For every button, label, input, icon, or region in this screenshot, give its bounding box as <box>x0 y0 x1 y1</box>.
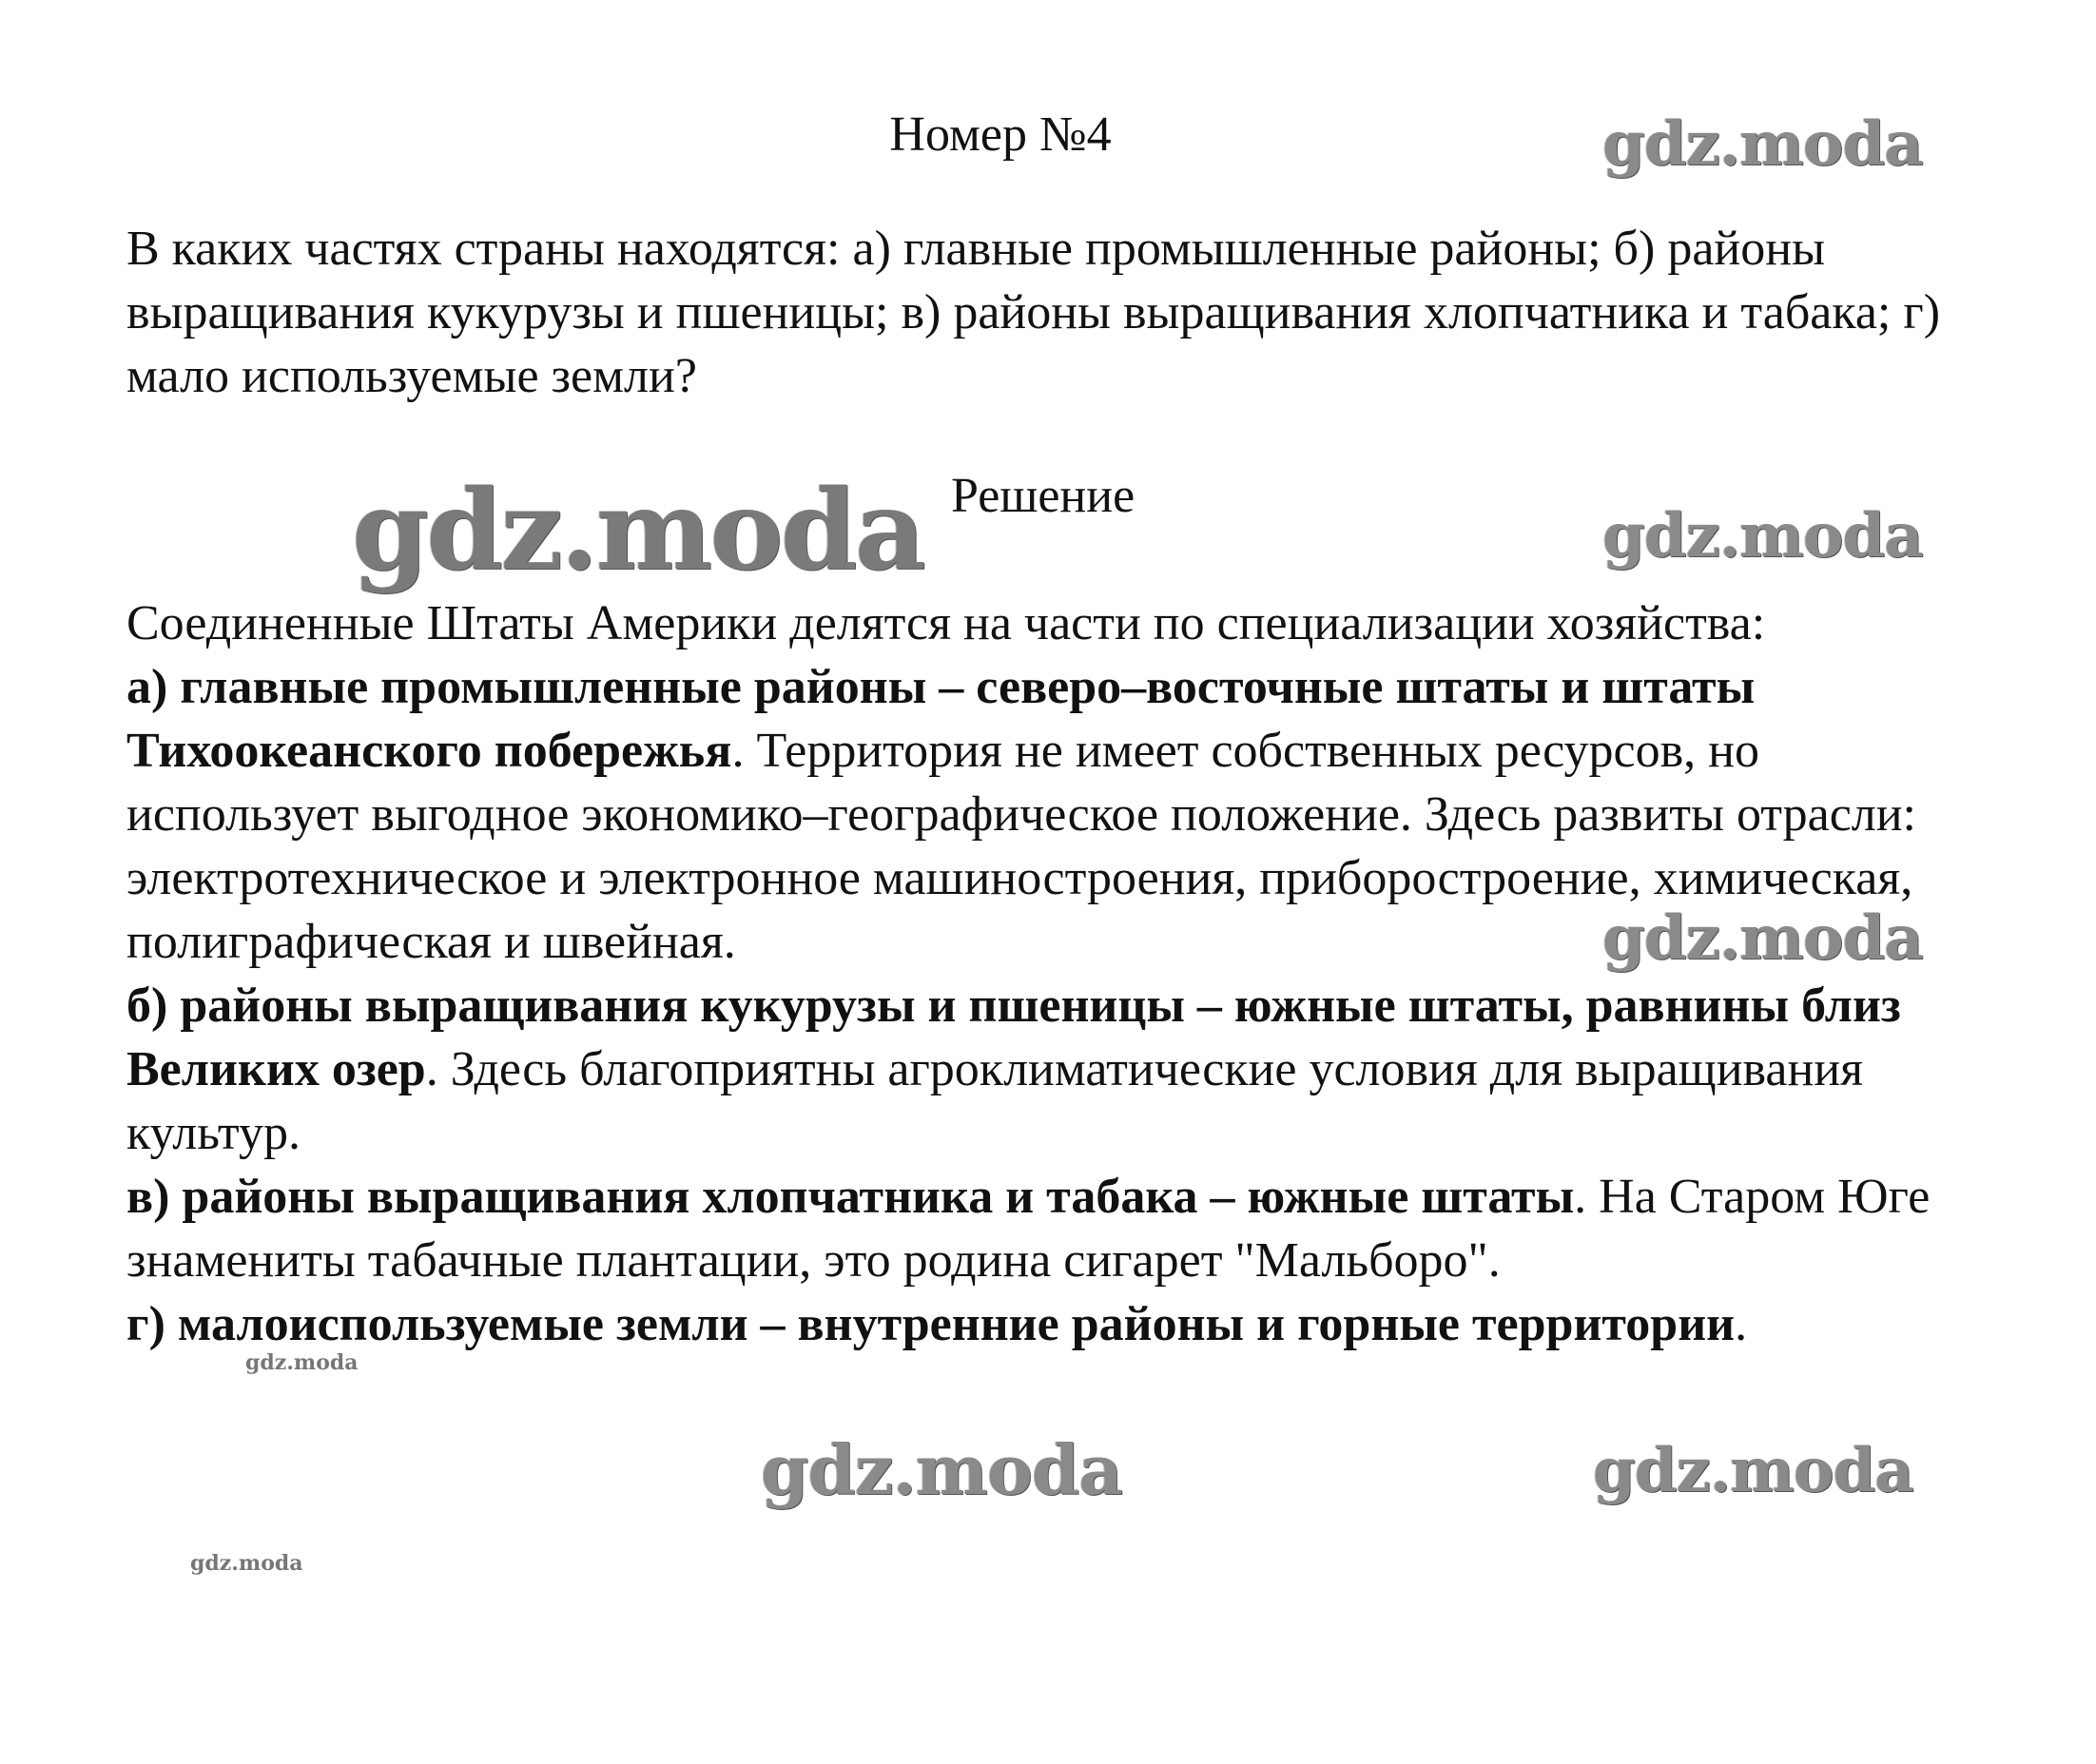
solution-heading: Решение <box>951 469 1135 523</box>
answer-item-d <box>126 1292 1981 1356</box>
watermark-logo: gdz.moda <box>1593 1435 1913 1506</box>
answer-item-b <box>126 974 1981 1165</box>
answer-intro: Соединенные Штаты Америки делятся на части по специализации хозяйства: <box>126 596 1766 650</box>
answer-item-b-text: . Здесь благоприятны агроклиматические условия для выращивания культур. <box>126 1042 1864 1160</box>
answer-item-a-bold: а) главные промышленные районы – северо‒восточные штаты и штаты Тихоокеанского побережья <box>126 660 1756 778</box>
page-title: Номер №4 <box>889 107 1112 162</box>
answer-item-c-bold: в) районы выращивания хлопчатника и табака – южные штаты <box>126 1170 1575 1224</box>
watermark-logo: gdz.moda <box>245 1350 359 1375</box>
watermark-logo: gdz.moda <box>1602 108 1923 180</box>
watermark-logo: gdz.moda <box>1602 902 1923 974</box>
question-text: В каких частях страны находятся: а) главные промышленные районы; б) районы выращивания кукурузы и пшеницы; в) районы выращивания хлопчатника и табака; г) мало используемые земли? <box>126 222 1941 403</box>
answer-item-d-text: . <box>1735 1297 1748 1351</box>
answer-item-c <box>126 1165 1981 1292</box>
answer-item-d-bold: г) малоиспользуемые земли – внутренние районы и горные территории <box>126 1297 1736 1351</box>
watermark-logo: gdz.moda <box>352 466 923 595</box>
answer-item-a-text: . Территория не имеет собственных ресурсов, но использует выгодное экономико‒географическое положение. Здесь развиты отрасли: электротехническое и электронное машиностроения, приборостроение, химическая, полиграфическая и швейная. <box>126 724 1917 969</box>
watermark-logo: gdz.moda <box>1602 500 1923 572</box>
watermark-logo: gdz.moda <box>190 1551 303 1576</box>
answer-body <box>126 591 1981 1356</box>
watermark-logo: gdz.moda <box>761 1429 1122 1510</box>
answer-item-b-bold: б) районы выращивания кукурузы и пшеницы – южные штаты, равнины близ Великих озер <box>126 979 1901 1096</box>
answer-item-c-text: . На Старом Юге знамениты табачные плантации, это родина сигарет "Мальборо". <box>126 1170 1931 1288</box>
